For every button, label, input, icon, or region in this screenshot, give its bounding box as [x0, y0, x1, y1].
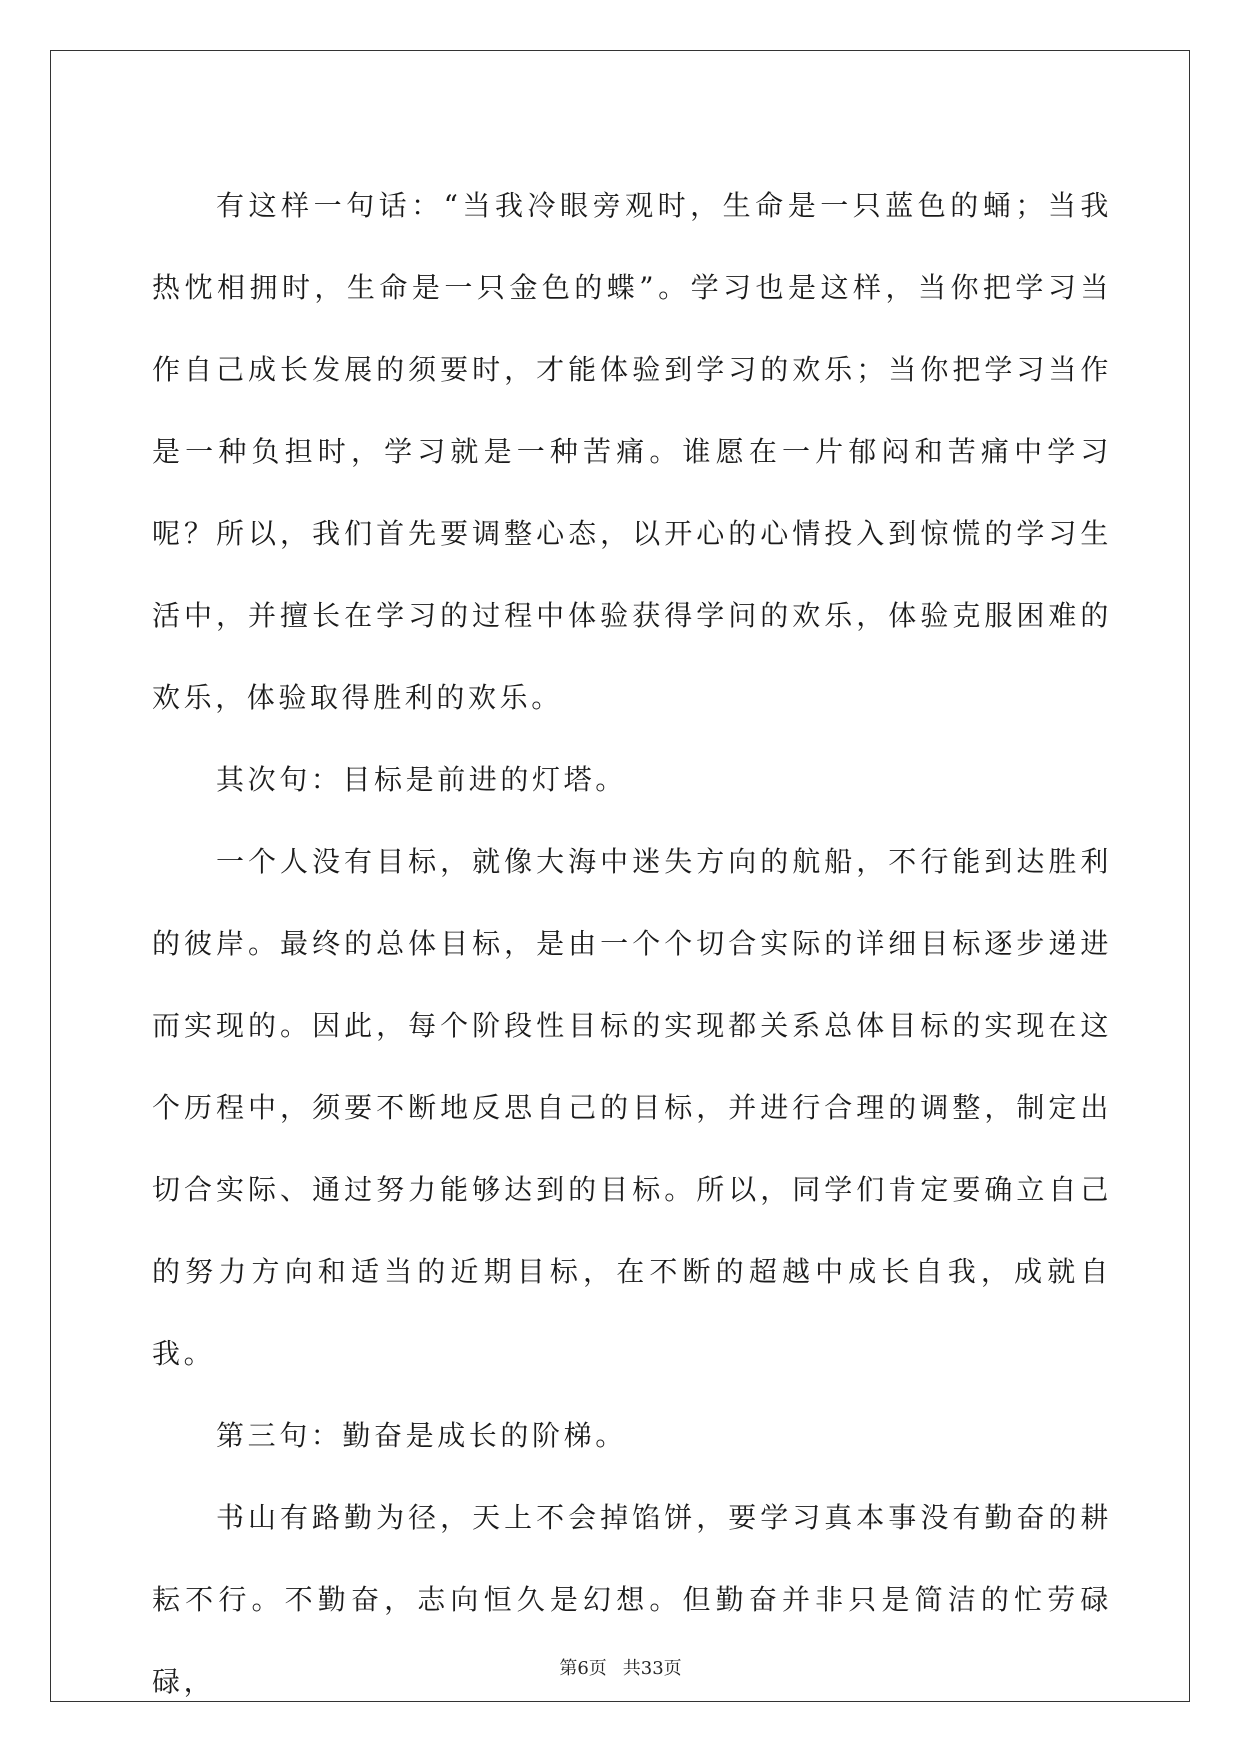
- page-label-prefix: 第: [559, 1658, 578, 1679]
- paragraph-1: 有这样一句话：“当我冷眼旁观时，生命是一只蓝色的蛹；当我热忱相拥时，生命是一只金色的蝶”。学习也是这样，当你把学习当作自己成长发展的须要时，才能体验到学习的欢乐；当你把学习当作是一种负担时，学习就是一种苦痛。谁愿在一片郁闷和苦痛中学习呢？所以，我们首先要调整心态，以开心的心情投入到惊慌的学习生活中，并擅长在学习的过程中体验获得学问的欢乐，体验克服困难的欢乐，体验取得胜利的欢乐。: [152, 189, 1112, 714]
- paragraph-3: 一个人没有目标，就像大海中迷失方向的航船，不行能到达胜利的彼岸。最终的总体目标，是由一个个切合实际的详细目标逐步递进而实现的。因此，每个阶段性目标的实现都关系总体目标的实现在这个历程中，须要不断地反思自己的目标，并进行合理的调整，制定出切合实际、通过努力能够达到的目标。所以，同学们肯定要确立自己的努力方向和适当的近期目标，在不断的超越中成长自我，成就自我。: [152, 845, 1112, 1370]
- paragraph-4-heading: 第三句：勤奋是成长的阶梯。: [216, 1419, 627, 1452]
- paragraph-5: 书山有路勤为径，天上不会掉馅饼，要学习真本事没有勤奋的耕耘不行。不勤奋，志向恒久是幻想。但勤奋并非只是简洁的忙劳碌碌，: [152, 1501, 1112, 1698]
- paragraph-2-heading: 其次句：目标是前进的灯塔。: [216, 763, 627, 796]
- current-page-number: 6: [577, 1658, 589, 1679]
- page-label-suffix: 页: [588, 1658, 607, 1679]
- total-label-suffix: 页: [663, 1658, 682, 1679]
- page-footer: [0, 1654, 1241, 1680]
- document-body: [152, 165, 1112, 1723]
- total-pages-number: 33: [640, 1658, 664, 1679]
- total-label-prefix: 共: [622, 1658, 641, 1679]
